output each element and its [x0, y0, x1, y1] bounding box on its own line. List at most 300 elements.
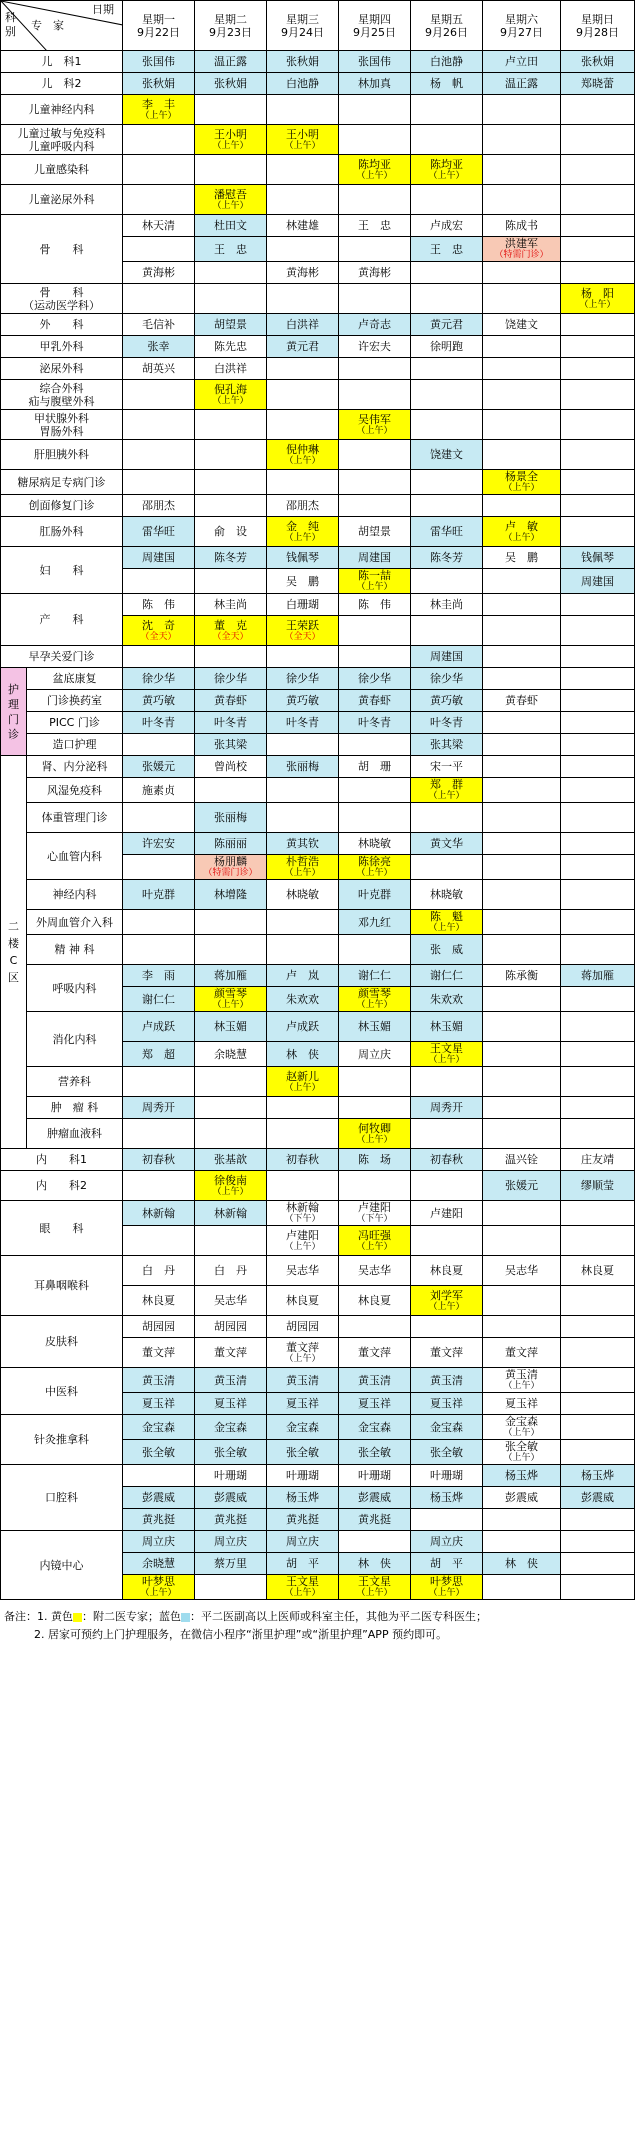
weekday: 星期五	[430, 12, 463, 26]
doctor-name: 黄春虾	[505, 694, 538, 707]
doctor-name: 周建国	[358, 551, 391, 564]
doctor-name: 林建雄	[286, 219, 319, 232]
session-note: （上午）	[428, 791, 465, 801]
session-note: （上午）	[579, 299, 616, 310]
doctor-cell	[339, 1286, 411, 1316]
doctor-name: 林晓敏	[286, 888, 319, 901]
doctor-name: 俞 设	[214, 525, 247, 538]
empty-cell	[483, 1286, 561, 1316]
schedule-row	[1, 646, 635, 668]
doctor-name: 刘学军	[430, 1288, 463, 1302]
weekday: 星期一	[142, 12, 175, 26]
doctor-cell	[411, 440, 483, 470]
doctor-name: 胡园园	[286, 1320, 319, 1333]
notes-line-2: 2. 居家可预约上门护理服务，在微信小程序“浙里护理”或“浙里护理”APP 预约即可。	[34, 1628, 448, 1641]
doctor-name: 张媛元	[142, 760, 175, 773]
doctor-name: 陈冬芳	[430, 551, 463, 564]
empty-cell	[123, 1171, 195, 1201]
empty-cell	[483, 712, 561, 734]
doctor-cell	[123, 616, 195, 646]
doctor-name: 金宝森	[214, 1420, 247, 1434]
doctor-name: 胡 珊	[358, 760, 391, 773]
empty-cell	[561, 1553, 635, 1575]
doctor-cell	[411, 547, 483, 569]
doctor-name: 黄春虾	[358, 694, 391, 707]
doctor-name: 吴 鹏	[286, 574, 319, 588]
department-label: 甲乳外科	[1, 336, 123, 358]
doctor-cell	[411, 1575, 483, 1600]
doctor-cell	[411, 1012, 483, 1042]
empty-cell	[411, 803, 483, 833]
doctor-cell	[339, 712, 411, 734]
empty-cell	[195, 440, 267, 470]
doctor-name: 金宝森	[430, 1420, 463, 1434]
doctor-cell	[339, 1201, 411, 1226]
schedule-row	[1, 336, 635, 358]
empty-cell	[483, 95, 561, 125]
empty-cell	[195, 1067, 267, 1097]
doctor-name: 白 丹	[142, 1264, 175, 1277]
doctor-cell	[339, 880, 411, 910]
doctor-cell	[411, 880, 483, 910]
empty-cell	[561, 470, 635, 495]
doctor-name: 卢建阳	[358, 1201, 391, 1214]
date: 9月26日	[425, 25, 468, 39]
doctor-name: 冯旺强	[358, 1228, 391, 1242]
notes	[4, 1608, 634, 1644]
department-label: 创面修复门诊	[1, 495, 123, 517]
doctor-name: 叶梦思	[142, 1575, 175, 1588]
doctor-cell	[411, 73, 483, 95]
doctor-name: 董文萍	[358, 1346, 391, 1359]
doctor-cell	[195, 1171, 267, 1201]
doctor-name: 宋一平	[430, 760, 463, 773]
doctor-name: 黄巧敏	[286, 694, 319, 707]
schedule-row	[1, 1067, 635, 1097]
doctor-name: 彭震威	[358, 1491, 391, 1504]
doctor-cell	[483, 470, 561, 495]
doctor-cell	[267, 1316, 339, 1338]
doctor-name: 王文星	[358, 1575, 391, 1588]
doctor-cell	[195, 215, 267, 237]
department-label: 风湿免疫科	[27, 778, 123, 803]
empty-cell	[123, 1226, 195, 1256]
doctor-name: 陈 魁	[430, 910, 463, 923]
doctor-name: 吴志华	[214, 1294, 247, 1307]
empty-cell	[483, 380, 561, 410]
doctor-name: 王文星	[286, 1575, 319, 1588]
doctor-cell	[267, 965, 339, 987]
doctor-cell	[411, 1487, 483, 1509]
empty-cell	[123, 803, 195, 833]
empty-cell	[123, 646, 195, 668]
empty-cell	[483, 155, 561, 185]
department-label: 早孕关爱门诊	[1, 646, 123, 668]
empty-cell	[561, 1119, 635, 1149]
doctor-name: 吴志华	[505, 1264, 538, 1277]
schedule-row	[1, 1201, 635, 1226]
doctor-cell	[267, 517, 339, 547]
doctor-cell	[195, 1531, 267, 1553]
doctor-name: 许宏安	[142, 837, 175, 850]
doctor-name: 张其梁	[430, 738, 463, 751]
doctor-name: 周秀开	[430, 1101, 463, 1114]
date: 9月24日	[281, 25, 324, 39]
doctor-name: 林新翰	[214, 1206, 247, 1220]
empty-cell	[483, 410, 561, 440]
doctor-name: 王荣跃	[286, 618, 319, 632]
doctor-cell	[195, 1338, 267, 1368]
department-label: 护 理 门 诊	[1, 668, 27, 756]
schedule-row	[1, 1012, 635, 1042]
doctor-name: 陈丽丽	[214, 837, 247, 850]
doctor-cell	[561, 51, 635, 73]
department-label: 儿 科1	[1, 51, 123, 73]
doctor-name: 卢立田	[505, 55, 538, 68]
doctor-name: 叶克群	[358, 888, 391, 901]
doctor-cell	[195, 1256, 267, 1286]
doctor-name: 叶冬青	[142, 716, 175, 729]
doctor-cell	[483, 1368, 561, 1393]
empty-cell	[411, 410, 483, 440]
session-note: （特需门诊）	[203, 868, 258, 878]
date: 9月25日	[353, 25, 396, 39]
doctor-name: 陈均亚	[358, 157, 391, 171]
doctor-name: 杨 帆	[430, 77, 463, 90]
department-label: 内 科2	[1, 1171, 123, 1201]
doctor-name: 王 忠	[214, 242, 247, 256]
session-note: （上午）	[356, 170, 393, 181]
doctor-cell	[267, 1575, 339, 1600]
empty-cell	[561, 1440, 635, 1465]
doctor-name: 卢成宏	[430, 219, 463, 232]
doctor-cell	[267, 314, 339, 336]
doctor-name: 谢仁仁	[358, 969, 391, 982]
empty-cell	[123, 935, 195, 965]
doctor-cell	[123, 95, 195, 125]
session-note: （上午）	[284, 455, 321, 466]
doctor-cell	[561, 284, 635, 314]
header-corner	[1, 1, 123, 51]
empty-cell	[483, 668, 561, 690]
empty-cell	[267, 803, 339, 833]
empty-cell	[195, 910, 267, 935]
schedule-row	[1, 410, 635, 440]
doctor-name: 林圭尚	[430, 598, 463, 611]
doctor-name: 王 忠	[430, 242, 463, 256]
empty-cell	[339, 358, 411, 380]
schedule-row	[1, 1119, 635, 1149]
doctor-cell	[195, 1201, 267, 1226]
empty-cell	[123, 1119, 195, 1149]
doctor-name: 董文萍	[286, 1340, 319, 1354]
session-note: （上午）	[284, 868, 321, 878]
empty-cell	[561, 95, 635, 125]
doctor-name: 周立庆	[430, 1535, 463, 1548]
doctor-name: 王文星	[430, 1042, 463, 1055]
empty-cell	[483, 185, 561, 215]
schedule-row	[1, 910, 635, 935]
empty-cell	[561, 336, 635, 358]
doctor-name: 黄春虾	[214, 694, 247, 707]
doctor-name: 徐少华	[142, 672, 175, 685]
doctor-cell	[267, 880, 339, 910]
department-label: 神经内科	[27, 880, 123, 910]
doctor-name: 颜雪琴	[214, 987, 247, 1000]
doctor-name: 林良夏	[286, 1294, 319, 1307]
doctor-cell	[195, 380, 267, 410]
doctor-cell	[267, 668, 339, 690]
doctor-cell	[267, 73, 339, 95]
department-label: 儿童过敏与免疫科 儿童呼吸内科	[1, 125, 123, 155]
empty-cell	[561, 1509, 635, 1531]
doctor-name: 夏玉祥	[142, 1397, 175, 1410]
doctor-name: 夏玉祥	[430, 1397, 463, 1410]
doctor-cell	[195, 712, 267, 734]
doctor-cell	[195, 1465, 267, 1487]
empty-cell	[483, 440, 561, 470]
day-header	[195, 1, 267, 51]
doctor-cell	[339, 517, 411, 547]
doctor-name: 初春秋	[430, 1153, 463, 1166]
doctor-name: 雷华旺	[430, 525, 463, 538]
doctor-name: 王小明	[286, 127, 319, 141]
empty-cell	[483, 756, 561, 778]
empty-cell	[339, 778, 411, 803]
doctor-cell	[483, 314, 561, 336]
doctor-cell	[339, 1338, 411, 1368]
doctor-name: 洪建军	[505, 237, 538, 250]
doctor-cell	[123, 314, 195, 336]
empty-cell	[195, 935, 267, 965]
empty-cell	[267, 1171, 339, 1201]
doctor-cell	[339, 547, 411, 569]
empty-cell	[339, 470, 411, 495]
empty-cell	[411, 358, 483, 380]
doctor-cell	[411, 336, 483, 358]
doctor-name: 黄元君	[430, 318, 463, 331]
doctor-cell	[483, 1415, 561, 1440]
session-note: （上午）	[140, 1588, 177, 1598]
empty-cell	[483, 833, 561, 855]
empty-cell	[267, 284, 339, 314]
doctor-cell	[267, 1042, 339, 1067]
yellow-legend-swatch	[73, 1613, 82, 1622]
department-label: 呼吸内科	[27, 965, 123, 1012]
empty-cell	[483, 987, 561, 1012]
doctor-name: 谢仁仁	[430, 969, 463, 982]
doctor-name: 毛信补	[142, 318, 175, 331]
session-note: （上午）	[212, 1000, 249, 1010]
doctor-name: 彭震威	[581, 1491, 614, 1504]
doctor-cell	[267, 1149, 339, 1171]
doctor-cell	[411, 1440, 483, 1465]
doctor-name: 林新翰	[142, 1206, 175, 1220]
doctor-name: 张幸	[147, 340, 170, 353]
empty-cell	[195, 1226, 267, 1256]
empty-cell	[561, 1012, 635, 1042]
department-label: 产 科	[1, 594, 123, 646]
doctor-cell	[123, 336, 195, 358]
empty-cell	[339, 440, 411, 470]
doctor-cell	[339, 756, 411, 778]
doctor-name: 沈 奇	[142, 618, 175, 632]
doctor-name: 陈 伟	[358, 598, 391, 611]
empty-cell	[411, 1226, 483, 1256]
doctor-cell	[411, 712, 483, 734]
doctor-cell	[411, 155, 483, 185]
doctor-name: 卢成跃	[286, 1020, 319, 1033]
department-label: 造口护理	[27, 734, 123, 756]
doctor-name: 林 侠	[505, 1557, 538, 1570]
doctor-cell	[561, 1171, 635, 1201]
doctor-name: 叶冬青	[358, 716, 391, 729]
empty-cell	[561, 880, 635, 910]
doctor-name: 缪顺莹	[581, 1179, 614, 1192]
doctor-cell	[195, 965, 267, 987]
doctor-name: 叶克群	[142, 888, 175, 901]
empty-cell	[339, 1316, 411, 1338]
doctor-cell	[123, 1256, 195, 1286]
doctor-name: 夏玉祥	[214, 1397, 247, 1410]
doctor-cell	[411, 756, 483, 778]
empty-cell	[339, 380, 411, 410]
empty-cell	[267, 380, 339, 410]
doctor-cell	[195, 734, 267, 756]
doctor-name: 杨玉烨	[430, 1491, 463, 1504]
doctor-name: 林玉媚	[358, 1020, 391, 1033]
doctor-cell	[123, 756, 195, 778]
doctor-cell	[123, 778, 195, 803]
doctor-name: 初春秋	[286, 1153, 319, 1166]
doctor-name: 胡园园	[214, 1320, 247, 1333]
doctor-cell	[411, 1201, 483, 1226]
day-header	[123, 1, 195, 51]
empty-cell	[339, 646, 411, 668]
doctor-cell	[411, 517, 483, 547]
doctor-name: 林良夏	[358, 1294, 391, 1307]
schedule-row	[1, 73, 635, 95]
doctor-name: 夏玉祥	[286, 1397, 319, 1410]
empty-cell	[123, 185, 195, 215]
empty-cell	[267, 470, 339, 495]
doctor-cell	[411, 594, 483, 616]
empty-cell	[411, 185, 483, 215]
doctor-name: 卢 岚	[286, 969, 319, 982]
doctor-cell	[195, 803, 267, 833]
department-label: 甲状腺外科 胃肠外科	[1, 410, 123, 440]
doctor-cell	[195, 880, 267, 910]
doctor-cell	[411, 1042, 483, 1067]
doctor-cell	[123, 1531, 195, 1553]
empty-cell	[195, 778, 267, 803]
doctor-cell	[267, 1465, 339, 1487]
doctor-name: 彭震威	[214, 1491, 247, 1504]
doctor-name: 白珊瑚	[286, 598, 319, 611]
notes-text: 备注：1. 黄色	[4, 1610, 73, 1623]
empty-cell	[561, 1316, 635, 1338]
doctor-name: 张全敏	[214, 1445, 247, 1459]
doctor-name: 叶冬青	[214, 716, 247, 729]
schedule-row	[1, 594, 635, 616]
doctor-cell	[561, 1487, 635, 1509]
schedule-row	[1, 756, 635, 778]
doctor-cell	[195, 690, 267, 712]
department-label: 皮肤科	[1, 1316, 123, 1368]
doctor-name: 吴 鹏	[505, 551, 538, 564]
doctor-cell	[123, 690, 195, 712]
empty-cell	[483, 594, 561, 616]
doctor-cell	[123, 1393, 195, 1415]
doctor-cell	[123, 262, 195, 284]
empty-cell	[339, 1531, 411, 1553]
doctor-name: 董文萍	[505, 1346, 538, 1359]
empty-cell	[339, 237, 411, 262]
doctor-name: 蒋加雁	[581, 969, 614, 982]
doctor-cell	[411, 965, 483, 987]
empty-cell	[411, 569, 483, 594]
department-label: 内镜中心	[1, 1531, 123, 1600]
empty-cell	[195, 284, 267, 314]
schedule-row	[1, 803, 635, 833]
department-label: 综合外科 疝与腹壁外科	[1, 380, 123, 410]
doctor-name: 黄巧敏	[430, 694, 463, 707]
weekday: 星期六	[505, 12, 538, 26]
empty-cell	[267, 237, 339, 262]
department-label: 泌尿外科	[1, 358, 123, 380]
empty-cell	[411, 1509, 483, 1531]
empty-cell	[561, 517, 635, 547]
doctor-cell	[195, 1149, 267, 1171]
doctor-cell	[411, 987, 483, 1012]
session-note: （全天）	[212, 631, 249, 642]
session-note: （上午）	[356, 425, 393, 436]
doctor-name: 吴伟军	[358, 412, 391, 426]
doctor-cell	[195, 358, 267, 380]
doctor-cell	[339, 690, 411, 712]
empty-cell	[483, 734, 561, 756]
empty-cell	[561, 803, 635, 833]
empty-cell	[561, 237, 635, 262]
session-note: （上午）	[428, 170, 465, 181]
schedule-row	[1, 547, 635, 569]
empty-cell	[561, 734, 635, 756]
department-label: 消化内科	[27, 1012, 123, 1067]
department-label: 针灸推拿科	[1, 1415, 123, 1465]
doctor-cell	[411, 668, 483, 690]
doctor-name: 林增隆	[214, 888, 247, 901]
doctor-cell	[195, 756, 267, 778]
doctor-name: 黄玉清	[505, 1368, 538, 1381]
doctor-cell	[339, 1368, 411, 1393]
doctor-cell	[411, 1256, 483, 1286]
empty-cell	[195, 569, 267, 594]
doctor-name: 谢仁仁	[142, 992, 175, 1006]
doctor-cell	[339, 410, 411, 440]
session-note: （上午）	[284, 1353, 321, 1364]
doctor-cell	[411, 1415, 483, 1440]
doctor-name: 钱佩琴	[581, 551, 614, 564]
doctor-cell	[483, 690, 561, 712]
doctor-name: 董文萍	[142, 1346, 175, 1359]
empty-cell	[561, 1067, 635, 1097]
empty-cell	[483, 935, 561, 965]
doctor-name: 杨 阳	[581, 286, 614, 300]
doctor-name: 叶珊瑚	[430, 1469, 463, 1482]
doctor-cell	[123, 1368, 195, 1393]
session-note: （全天）	[284, 631, 321, 642]
schedule-row	[1, 495, 635, 517]
